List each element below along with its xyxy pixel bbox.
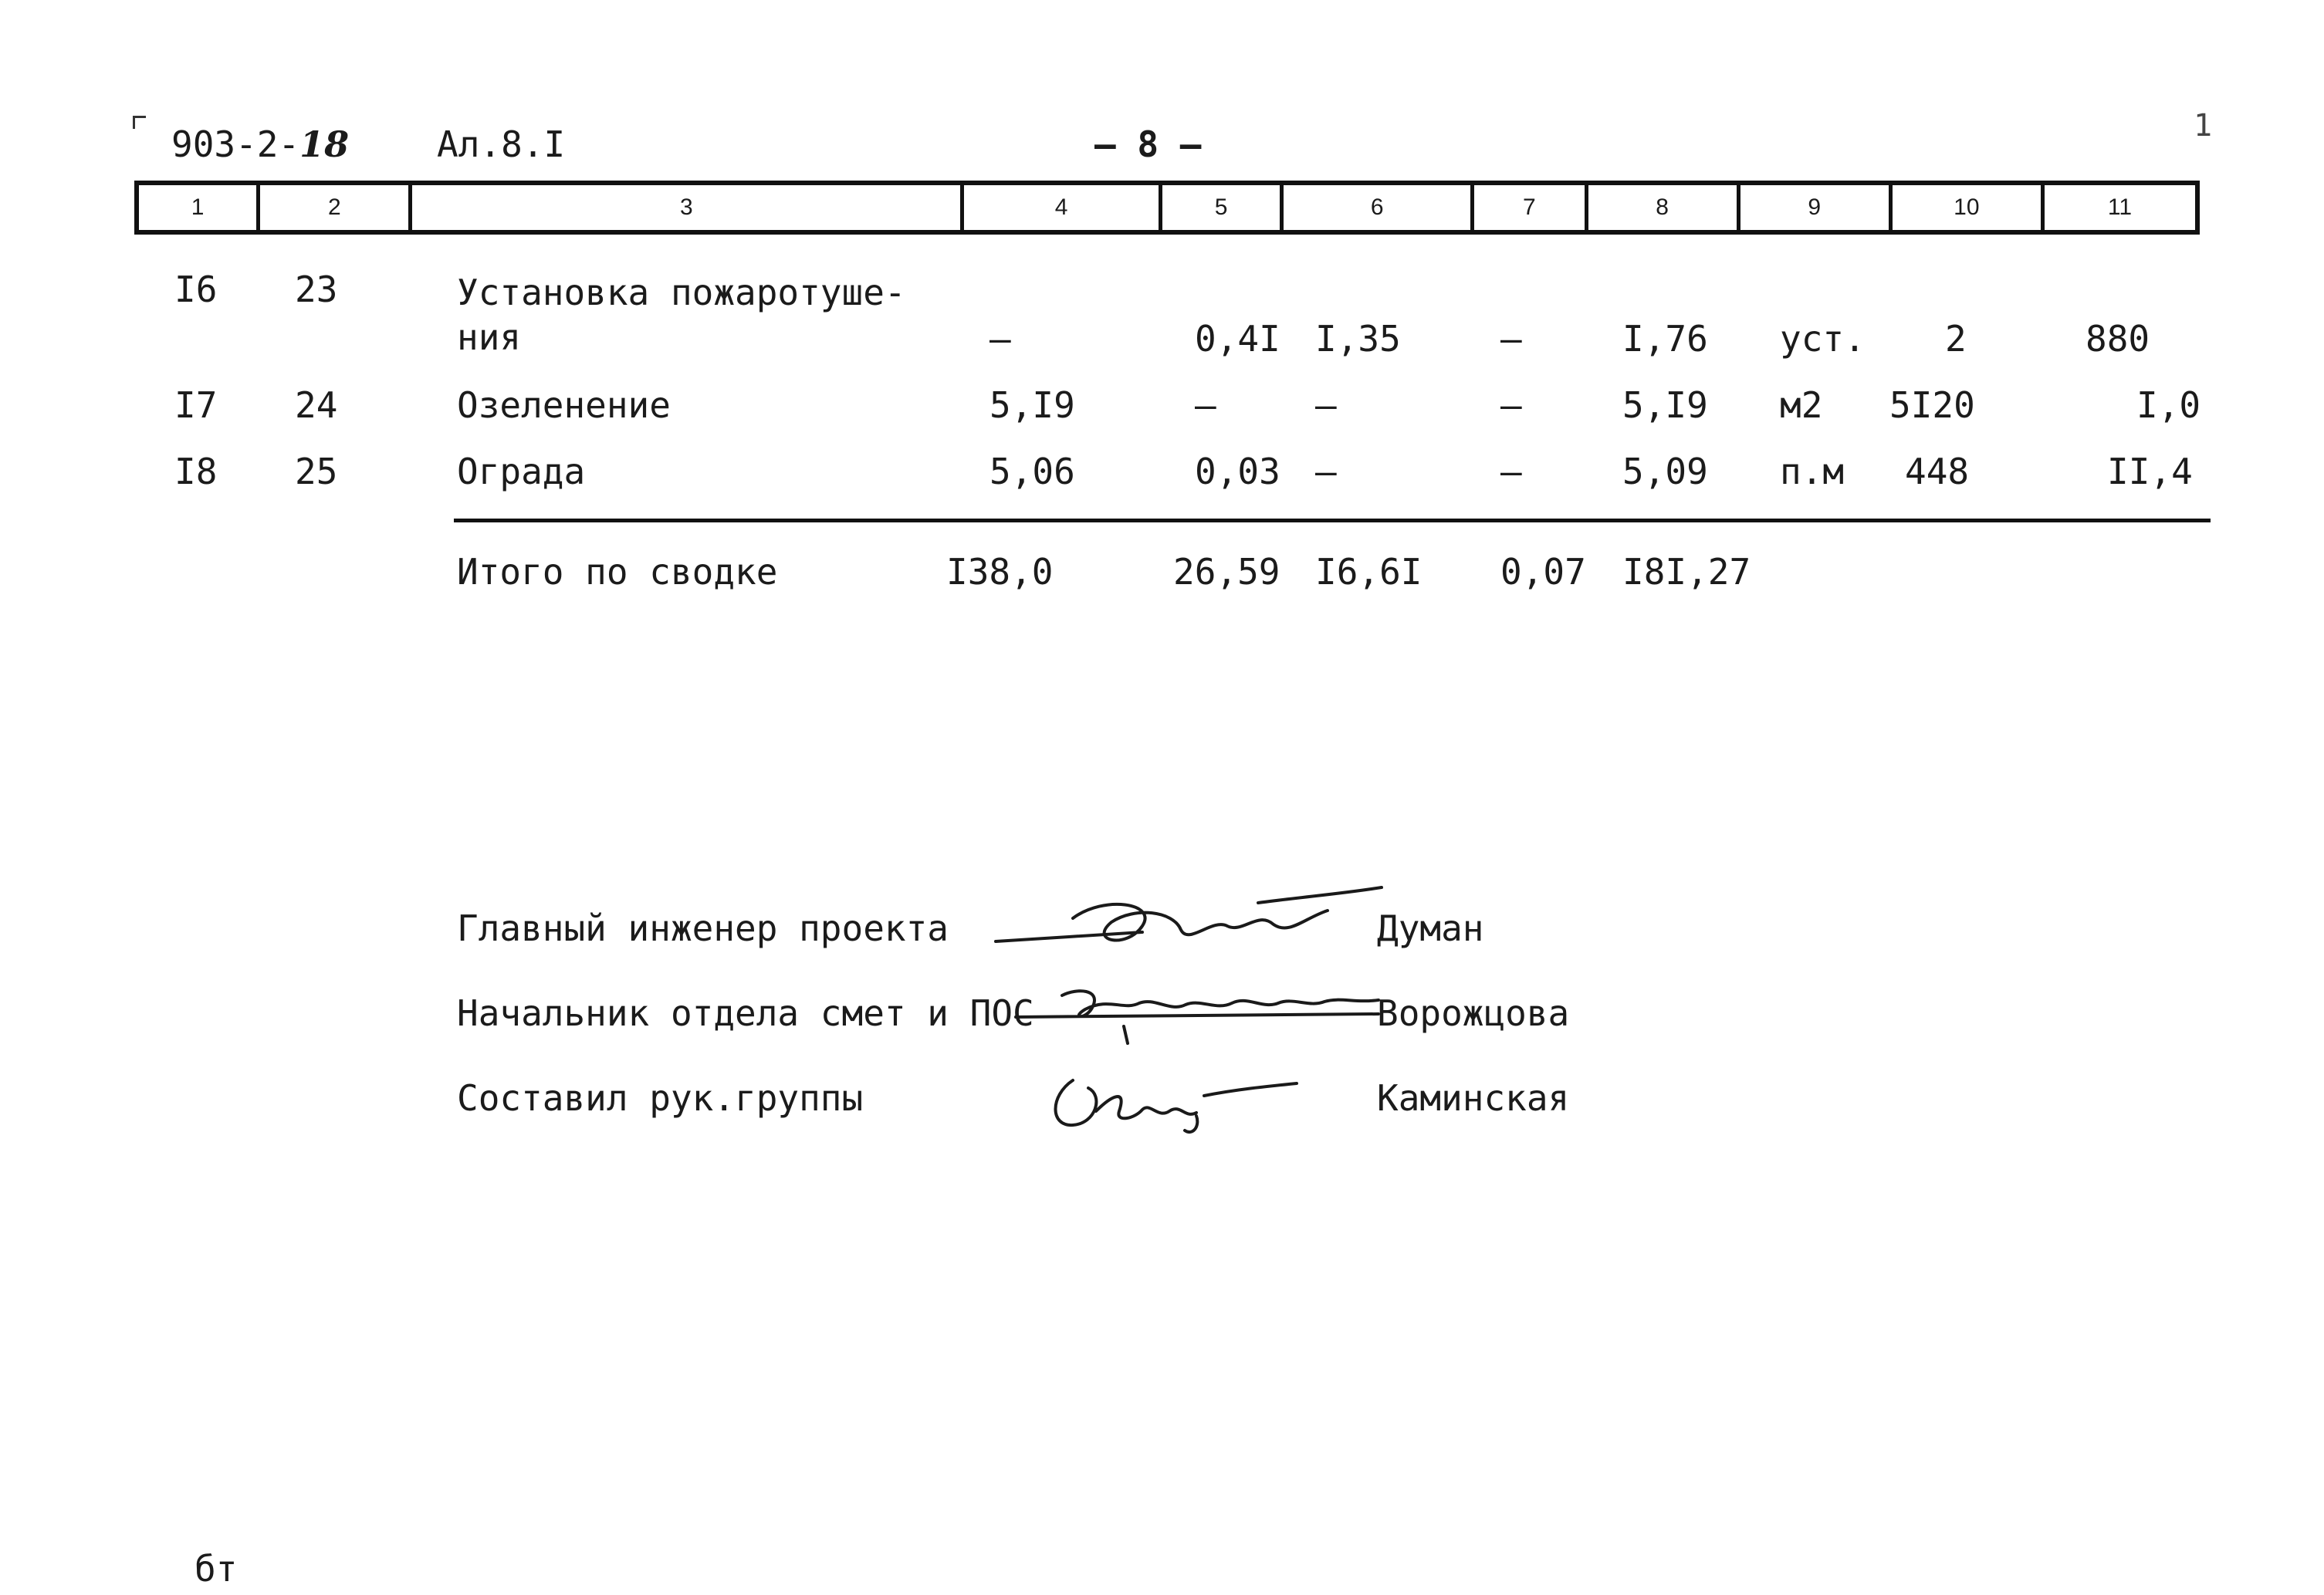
cell-c7: – bbox=[1500, 384, 1522, 426]
cell-c6: – bbox=[1315, 451, 1337, 492]
col-num-8: 8 bbox=[1588, 185, 1740, 230]
cell-c11: II,4 bbox=[2107, 451, 2193, 492]
cell-c4: – bbox=[989, 318, 1011, 360]
cell-c10: 2 bbox=[1945, 318, 1967, 360]
cell-c1: I8 bbox=[174, 451, 218, 492]
col-num-9: 9 bbox=[1740, 185, 1893, 230]
signature-name-chief-engineer: Думан bbox=[1377, 907, 1484, 949]
cell-c5: – bbox=[1195, 384, 1216, 426]
album-code: Ал.8.I bbox=[437, 123, 566, 165]
signature-role-chief-engineer: Главный инженер проекта bbox=[457, 907, 949, 949]
col-num-2: 2 bbox=[260, 185, 412, 230]
cell-c11: 880 bbox=[2086, 318, 2150, 360]
cell-c8: 5,I9 bbox=[1622, 384, 1708, 426]
cell-c9: п.м bbox=[1780, 451, 1845, 492]
cell-c2: 25 bbox=[295, 451, 338, 492]
page-number: — 8 — bbox=[1094, 123, 1202, 165]
cell-c2: 23 bbox=[295, 269, 338, 310]
total-c6: I6,6I bbox=[1315, 551, 1422, 593]
cell-c7: – bbox=[1500, 318, 1522, 360]
cell-c11: I,0 bbox=[2136, 384, 2201, 426]
cell-c1: I6 bbox=[174, 269, 218, 310]
handwritten-signature-chief-engineer bbox=[980, 887, 1382, 957]
col-num-3: 3 bbox=[412, 185, 964, 230]
handwritten-signature-estimates-head bbox=[1016, 980, 1386, 1049]
cell-c2: 24 bbox=[295, 384, 338, 426]
signature-name-estimates-head: Ворожцова bbox=[1377, 992, 1570, 1034]
cell-name-cont: ния bbox=[457, 316, 522, 358]
cell-c1: I7 bbox=[174, 384, 218, 426]
signature-role-compiler: Составил рук.группы bbox=[457, 1077, 864, 1119]
cell-name: Озеленение bbox=[457, 384, 671, 426]
cell-c5: 0,4I bbox=[1195, 318, 1280, 360]
cell-c4: 5,I9 bbox=[989, 384, 1075, 426]
col-num-1: 1 bbox=[139, 185, 260, 230]
total-label: Итого по сводке bbox=[457, 551, 778, 593]
total-c7: 0,07 bbox=[1500, 551, 1586, 593]
signature-role-estimates-head: Начальник отдела смет и ПОС bbox=[457, 992, 1034, 1034]
total-divider bbox=[454, 519, 2211, 522]
handwritten-signature-compiler bbox=[1042, 1065, 1304, 1142]
col-num-6: 6 bbox=[1284, 185, 1474, 230]
cell-c6: I,35 bbox=[1315, 318, 1401, 360]
col-num-4: 4 bbox=[964, 185, 1162, 230]
signature-name-compiler: Каминская bbox=[1377, 1077, 1570, 1119]
cell-c5: 0,03 bbox=[1195, 451, 1280, 492]
cell-c8: 5,09 bbox=[1622, 451, 1708, 492]
col-num-5: 5 bbox=[1162, 185, 1284, 230]
total-c5: 26,59 bbox=[1173, 551, 1280, 593]
column-number-row bbox=[134, 181, 2200, 235]
cell-c8: I,76 bbox=[1622, 318, 1708, 360]
corner-mark-right: 1 bbox=[2194, 108, 2213, 144]
doc-code-handwritten: 18 bbox=[299, 123, 350, 165]
footer-mark: бт bbox=[195, 1548, 238, 1590]
total-c8: I8I,27 bbox=[1622, 551, 1751, 593]
total-c4: I38,0 bbox=[946, 551, 1054, 593]
cell-name: Установка пожаротуше- bbox=[457, 272, 906, 313]
cell-c7: – bbox=[1500, 451, 1522, 492]
corner-mark-left bbox=[133, 116, 146, 129]
col-num-10: 10 bbox=[1893, 185, 2045, 230]
col-num-7: 7 bbox=[1474, 185, 1588, 230]
cell-c6: – bbox=[1315, 384, 1337, 426]
col-num-11: 11 bbox=[2107, 194, 2133, 220]
cell-c9: уст. bbox=[1780, 318, 1866, 360]
cell-c9: м2 bbox=[1780, 384, 1823, 426]
cell-c10: 5I20 bbox=[1889, 384, 1975, 426]
doc-code: 903-2-18 bbox=[171, 123, 350, 165]
cell-c10: 448 bbox=[1905, 451, 1970, 492]
cell-name: Ограда bbox=[457, 451, 586, 492]
cell-c4: 5,06 bbox=[989, 451, 1075, 492]
